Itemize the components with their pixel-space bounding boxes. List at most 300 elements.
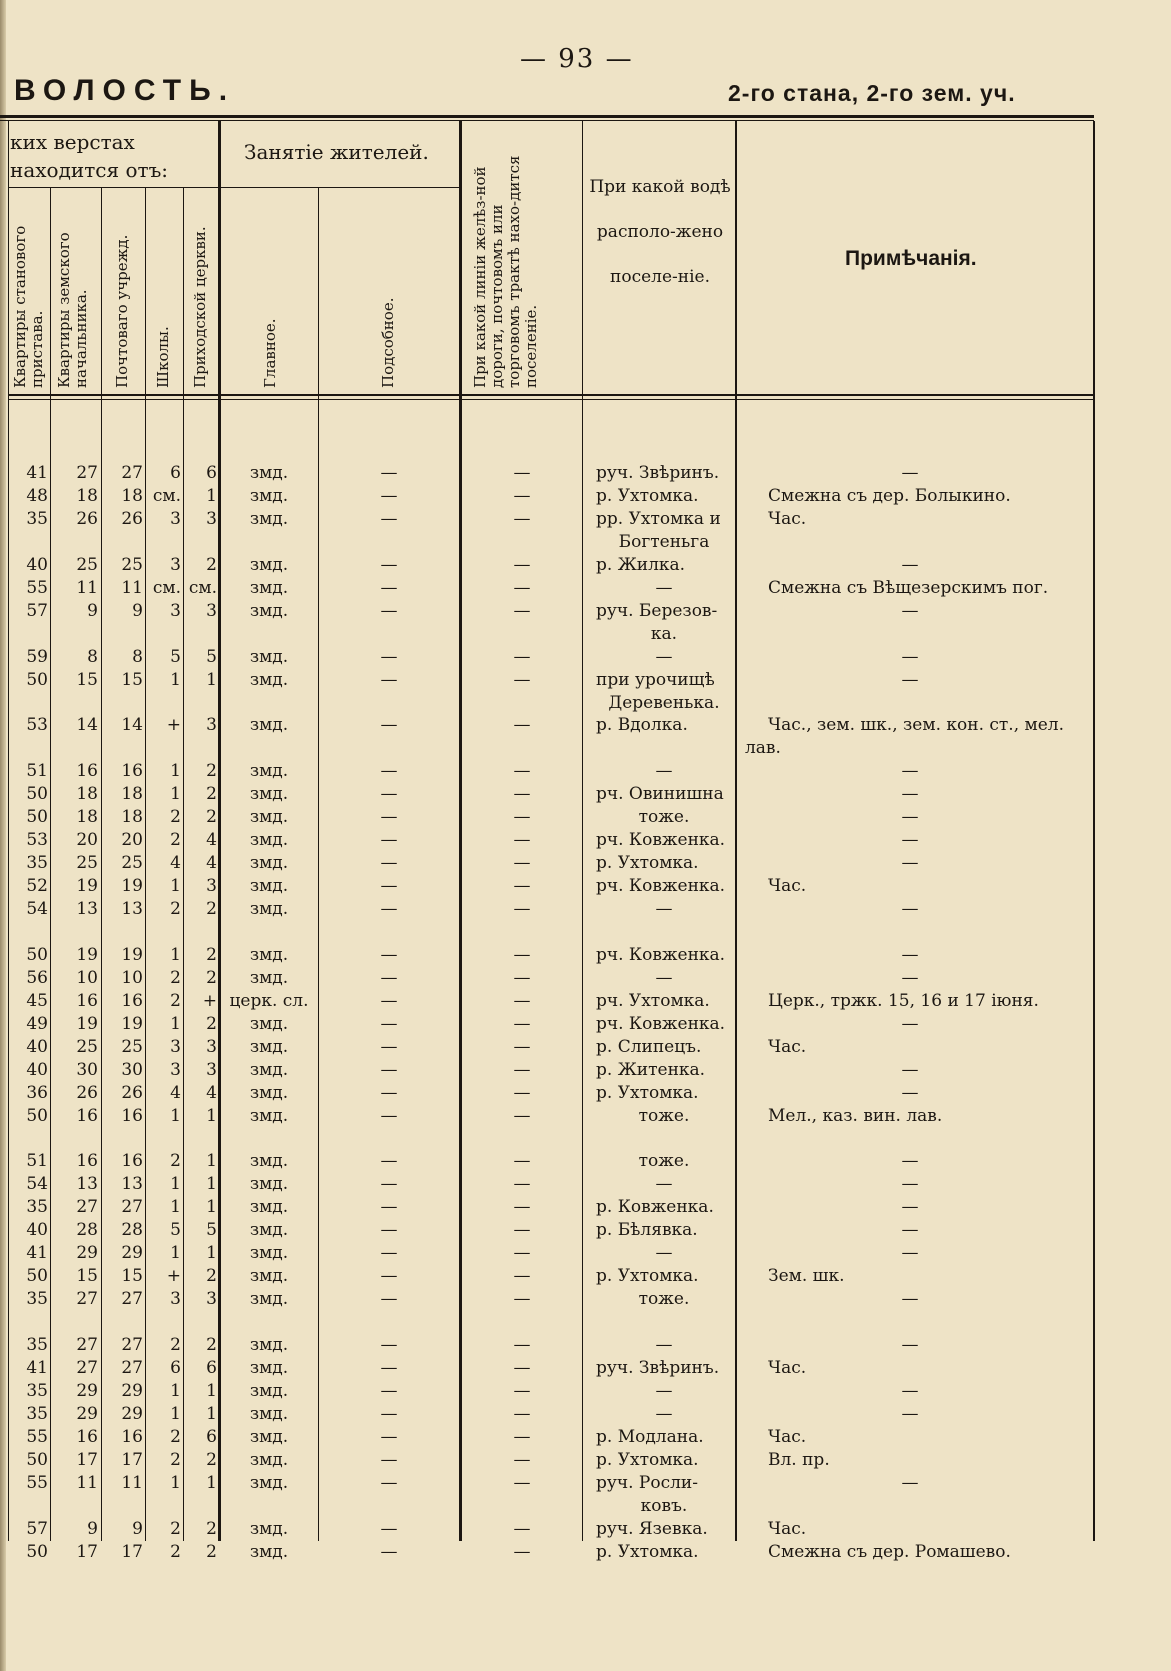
cell-g: — xyxy=(380,1266,398,1286)
cell-f: змд. xyxy=(249,1266,289,1286)
cell-water: — xyxy=(655,1335,673,1355)
cell-d: 1 xyxy=(170,1174,181,1194)
cell-f: змд. xyxy=(249,761,289,781)
cell-f: змд. xyxy=(249,1519,289,1539)
cell-a: 40 xyxy=(26,555,48,575)
cell-c: 13 xyxy=(121,899,143,919)
post-header: Почтоваго учрежд. xyxy=(113,234,131,388)
cell-note: — xyxy=(901,1083,919,1103)
cell-c: 17 xyxy=(121,1542,143,1562)
cell-g: — xyxy=(380,601,398,621)
cell-c: 9 xyxy=(132,601,143,621)
cell-note: — xyxy=(901,601,919,621)
cell-d: 4 xyxy=(170,853,181,873)
cell-a: 55 xyxy=(26,1427,48,1447)
cell-b: 20 xyxy=(76,830,98,850)
col-line xyxy=(183,188,184,1541)
cell-f: змд. xyxy=(249,578,289,598)
cell-note: Час. xyxy=(768,876,807,896)
header-bottom-rule-thin xyxy=(8,399,1094,400)
cell-d: 2 xyxy=(170,830,181,850)
cell-a: 50 xyxy=(26,784,48,804)
cell-a: 40 xyxy=(26,1037,48,1057)
cell-note: Час., зем. шк., зем. кон. ст., мел. xyxy=(768,715,1064,735)
cell-note: Час. xyxy=(768,1427,807,1447)
cell-water: рч. Ковженка. xyxy=(596,945,726,965)
cell-g: — xyxy=(380,1106,398,1126)
cell-e: 3 xyxy=(206,1060,217,1080)
cell-h: — xyxy=(513,1151,531,1171)
cell-f: змд. xyxy=(249,1381,289,1401)
cell-b: 30 xyxy=(76,1060,98,1080)
cell-note: — xyxy=(901,1060,919,1080)
cell-e: 3 xyxy=(206,715,217,735)
cell-e: 2 xyxy=(206,1266,217,1286)
cell-c: 18 xyxy=(121,807,143,827)
cell-e: 1 xyxy=(206,1151,217,1171)
cell-a: 35 xyxy=(26,1335,48,1355)
cell-g: — xyxy=(380,1358,398,1378)
cell-h: — xyxy=(513,761,531,781)
cell-a: 57 xyxy=(26,601,48,621)
cell-g: — xyxy=(380,1060,398,1080)
cell-a: 50 xyxy=(26,1450,48,1470)
cell-g: — xyxy=(380,670,398,690)
cell-h: — xyxy=(513,1083,531,1103)
cell-a: 50 xyxy=(26,1266,48,1286)
cell-b: 25 xyxy=(76,555,98,575)
cell-water: руч. Березов- xyxy=(596,601,718,621)
cell-g: — xyxy=(380,899,398,919)
cell-d: 1 xyxy=(170,1473,181,1493)
cell-g: — xyxy=(380,991,398,1011)
cell-c: 10 xyxy=(121,968,143,988)
cell-h: — xyxy=(513,1358,531,1378)
cell-h: — xyxy=(513,876,531,896)
cell-d: 1 xyxy=(170,784,181,804)
cell-note: — xyxy=(901,647,919,667)
cell-e: 2 xyxy=(206,945,217,965)
cell-d: + xyxy=(166,1266,181,1286)
cell-e: 1 xyxy=(206,670,217,690)
cell-h: — xyxy=(513,784,531,804)
cell-f: змд. xyxy=(249,1174,289,1194)
cell-f: змд. xyxy=(249,1083,289,1103)
cell-h: — xyxy=(513,715,531,735)
cell-water: р. Слипецъ. xyxy=(596,1037,702,1057)
cell-g: — xyxy=(380,463,398,483)
district-title: 2-го стана, 2-го зем. уч. xyxy=(728,80,1016,106)
cell-c: 29 xyxy=(121,1381,143,1401)
col-line xyxy=(318,188,319,1541)
cell-h: — xyxy=(513,1519,531,1539)
cell-note: — xyxy=(901,1151,919,1171)
cell-a: 50 xyxy=(26,807,48,827)
cell-d: 2 xyxy=(170,1519,181,1539)
cell-c: 19 xyxy=(121,1014,143,1034)
cell-b: 27 xyxy=(76,1197,98,1217)
cell-note: — xyxy=(901,1174,919,1194)
cell-a: 35 xyxy=(26,853,48,873)
cell-a: 48 xyxy=(26,486,48,506)
cell-h: — xyxy=(513,1174,531,1194)
cell-c: 18 xyxy=(121,486,143,506)
cell-h: — xyxy=(513,509,531,529)
cell-g: — xyxy=(380,761,398,781)
cell-note: — xyxy=(901,830,919,850)
cell-a: 41 xyxy=(26,1358,48,1378)
cell-g: — xyxy=(380,486,398,506)
main-occupation-header: Главное. xyxy=(261,318,279,388)
cell-g: — xyxy=(380,1014,398,1034)
col-line xyxy=(582,121,583,1541)
cell-c: 25 xyxy=(121,1037,143,1057)
cell-b: 9 xyxy=(87,601,98,621)
cell-a: 40 xyxy=(26,1220,48,1240)
cell-d: 6 xyxy=(170,1358,181,1378)
cell-e: 3 xyxy=(206,601,217,621)
cell-c: 16 xyxy=(121,761,143,781)
cell-a: 55 xyxy=(26,578,48,598)
cell-c: 16 xyxy=(121,1106,143,1126)
cell-d: 1 xyxy=(170,1381,181,1401)
cell-b: 13 xyxy=(76,1174,98,1194)
cell-a: 51 xyxy=(26,761,48,781)
cell-e: 4 xyxy=(206,853,217,873)
cell-e: 2 xyxy=(206,1014,217,1034)
cell-a: 36 xyxy=(26,1083,48,1103)
cell-water: — xyxy=(655,968,673,988)
cell-note: — xyxy=(901,1243,919,1263)
cell-g: — xyxy=(380,1450,398,1470)
cell-g: — xyxy=(380,578,398,598)
cell-water: руч. Звѣринъ. xyxy=(596,1358,720,1378)
cell-f: змд. xyxy=(249,670,289,690)
cell-note: Час. xyxy=(768,509,807,529)
cell-d: 5 xyxy=(170,1220,181,1240)
cell-d: 2 xyxy=(170,1542,181,1562)
cell-water: тоже. xyxy=(638,1151,690,1171)
cell-b: 17 xyxy=(76,1542,98,1562)
cell-e: 3 xyxy=(206,876,217,896)
cell-h: — xyxy=(513,1335,531,1355)
cell-water: — xyxy=(655,1404,673,1424)
cell-h: — xyxy=(513,1106,531,1126)
cell-h: — xyxy=(513,1473,531,1493)
cell-g: — xyxy=(380,555,398,575)
cell-e: 2 xyxy=(206,899,217,919)
cell-h: — xyxy=(513,1197,531,1217)
cell-f: змд. xyxy=(249,1197,289,1217)
cell-note-continued: лав. xyxy=(745,738,781,758)
cell-a: 59 xyxy=(26,647,48,667)
occupation-group-header: Занятіе жителей. xyxy=(244,140,429,164)
cell-a: 50 xyxy=(26,1106,48,1126)
cell-h: — xyxy=(513,486,531,506)
header-rule xyxy=(0,115,1094,118)
cell-a: 55 xyxy=(26,1473,48,1493)
cell-e: 2 xyxy=(206,807,217,827)
cell-a: 45 xyxy=(26,991,48,1011)
cell-d: 1 xyxy=(170,1014,181,1034)
cell-e: 1 xyxy=(206,1473,217,1493)
cell-note: — xyxy=(901,1197,919,1217)
cell-e: 3 xyxy=(206,509,217,529)
page-number: — 93 — xyxy=(520,44,634,74)
cell-a: 52 xyxy=(26,876,48,896)
cell-water: р. Модлана. xyxy=(596,1427,704,1447)
cell-a: 50 xyxy=(26,670,48,690)
zemsky-header: Квартиры земского начальника. xyxy=(55,232,90,388)
cell-g: — xyxy=(380,1335,398,1355)
cell-water: — xyxy=(655,578,673,598)
cell-water: рч. Ухтомка. xyxy=(596,991,710,1011)
cell-d: 2 xyxy=(170,807,181,827)
cell-b: 19 xyxy=(76,876,98,896)
cell-f: церк. сл. xyxy=(229,991,309,1011)
cell-b: 29 xyxy=(76,1404,98,1424)
cell-c: 17 xyxy=(121,1450,143,1470)
cell-b: 18 xyxy=(76,784,98,804)
railway-header: При какой линіи желѣз-ной дороги, почтовомъ или торговомъ трактѣ нахо-дится поселеніе. xyxy=(471,155,540,388)
cell-d: 1 xyxy=(170,761,181,781)
cell-b: 27 xyxy=(76,463,98,483)
cell-f: змд. xyxy=(249,1335,289,1355)
schools-header: Школы. xyxy=(154,326,172,388)
cell-g: — xyxy=(380,509,398,529)
cell-b: 16 xyxy=(76,991,98,1011)
cell-f: змд. xyxy=(249,1404,289,1424)
cell-f: змд. xyxy=(249,1060,289,1080)
cell-note: — xyxy=(901,968,919,988)
cell-water: р. Ухтомка. xyxy=(596,486,699,506)
cell-water: р. Вдолка. xyxy=(596,715,688,735)
cell-water: — xyxy=(655,899,673,919)
cell-c: 27 xyxy=(121,1335,143,1355)
cell-c: 27 xyxy=(121,1197,143,1217)
cell-c: 16 xyxy=(121,1151,143,1171)
cell-c: 11 xyxy=(121,1473,143,1493)
cell-e: 6 xyxy=(206,1358,217,1378)
cell-b: 28 xyxy=(76,1220,98,1240)
cell-water: руч. Росли- xyxy=(596,1473,698,1493)
cell-e: 1 xyxy=(206,486,217,506)
cell-d: 2 xyxy=(170,1450,181,1470)
col-line xyxy=(145,188,146,1541)
cell-note: Час. xyxy=(768,1519,807,1539)
cell-f: змд. xyxy=(249,1358,289,1378)
cell-b: 15 xyxy=(76,670,98,690)
cell-note: Мел., каз. вин. лав. xyxy=(768,1106,943,1126)
cell-water: — xyxy=(655,1381,673,1401)
cell-b: 16 xyxy=(76,1106,98,1126)
cell-d: 2 xyxy=(170,1335,181,1355)
stanovoy-header: Квартиры станового пристава. xyxy=(11,225,46,388)
cell-g: — xyxy=(380,1289,398,1309)
cell-water: при урочищѣ xyxy=(596,670,715,690)
cell-b: 18 xyxy=(76,807,98,827)
cell-note: Церк., тржк. 15, 16 и 17 іюня. xyxy=(768,991,1039,1011)
cell-f: змд. xyxy=(249,463,289,483)
cell-g: — xyxy=(380,1083,398,1103)
cell-b: 11 xyxy=(76,578,98,598)
cell-h: — xyxy=(513,1266,531,1286)
group-underline xyxy=(8,187,218,188)
cell-f: змд. xyxy=(249,1037,289,1057)
cell-a: 35 xyxy=(26,1289,48,1309)
cell-e: 1 xyxy=(206,1174,217,1194)
cell-e: см. xyxy=(188,578,217,598)
cell-d: 1 xyxy=(170,945,181,965)
cell-g: — xyxy=(380,876,398,896)
cell-water: р. Бѣлявка. xyxy=(596,1220,698,1240)
cell-note: — xyxy=(901,1014,919,1034)
cell-note: Час. xyxy=(768,1358,807,1378)
cell-note: — xyxy=(901,1404,919,1424)
cell-note: — xyxy=(901,807,919,827)
cell-c: 27 xyxy=(121,1358,143,1378)
cell-f: змд. xyxy=(249,1014,289,1034)
cell-g: — xyxy=(380,715,398,735)
cell-e: 2 xyxy=(206,555,217,575)
cell-f: змд. xyxy=(249,601,289,621)
cell-c: 25 xyxy=(121,555,143,575)
cell-e: 1 xyxy=(206,1106,217,1126)
cell-h: — xyxy=(513,830,531,850)
cell-f: змд. xyxy=(249,1106,289,1126)
cell-b: 27 xyxy=(76,1358,98,1378)
cell-water: р. Жилка. xyxy=(596,555,686,575)
cell-e: 4 xyxy=(206,830,217,850)
cell-h: — xyxy=(513,853,531,873)
cell-e: 2 xyxy=(206,784,217,804)
cell-b: 10 xyxy=(76,968,98,988)
cell-d: 2 xyxy=(170,899,181,919)
cell-d: 1 xyxy=(170,1197,181,1217)
cell-h: — xyxy=(513,991,531,1011)
cell-d: 1 xyxy=(170,1404,181,1424)
cell-water: — xyxy=(655,647,673,667)
cell-b: 9 xyxy=(87,1519,98,1539)
cell-water: тоже. xyxy=(638,1106,690,1126)
cell-c: 27 xyxy=(121,463,143,483)
cell-f: змд. xyxy=(249,1427,289,1447)
cell-a: 40 xyxy=(26,1060,48,1080)
cell-a: 41 xyxy=(26,1243,48,1263)
distances-group-header: ких верстах находится отъ: xyxy=(10,130,169,182)
cell-c: 30 xyxy=(121,1060,143,1080)
water-header: При какой водѣ располо-жено поселе-ніе. xyxy=(589,177,731,287)
cell-c: 26 xyxy=(121,1083,143,1103)
cell-h: — xyxy=(513,578,531,598)
cell-water: рч. Ковженка. xyxy=(596,876,726,896)
cell-c: 15 xyxy=(121,670,143,690)
cell-water: — xyxy=(655,1243,673,1263)
cell-d: 5 xyxy=(170,647,181,667)
cell-f: змд. xyxy=(249,1450,289,1470)
cell-d: 1 xyxy=(170,1243,181,1263)
cell-note: — xyxy=(901,761,919,781)
cell-c: 20 xyxy=(121,830,143,850)
cell-e: 4 xyxy=(206,1083,217,1103)
cell-a: 35 xyxy=(26,1404,48,1424)
cell-g: — xyxy=(380,1197,398,1217)
cell-d: 4 xyxy=(170,1083,181,1103)
cell-h: — xyxy=(513,1220,531,1240)
cell-b: 16 xyxy=(76,1151,98,1171)
cell-c: 15 xyxy=(121,1266,143,1286)
cell-c: 13 xyxy=(121,1174,143,1194)
cell-water: рч. Овинишна xyxy=(596,784,724,804)
cell-g: — xyxy=(380,1427,398,1447)
cell-water: р. Ухтомка. xyxy=(596,853,699,873)
cell-note: — xyxy=(901,784,919,804)
cell-note: Вл. пр. xyxy=(768,1450,830,1470)
cell-water: р. Житенка. xyxy=(596,1060,706,1080)
cell-f: змд. xyxy=(249,945,289,965)
cell-f: змд. xyxy=(249,555,289,575)
cell-note: — xyxy=(901,1335,919,1355)
cell-f: змд. xyxy=(249,853,289,873)
cell-f: змд. xyxy=(249,647,289,667)
cell-f: змд. xyxy=(249,784,289,804)
cell-a: 54 xyxy=(26,1174,48,1194)
cell-g: — xyxy=(380,1220,398,1240)
cell-b: 18 xyxy=(76,486,98,506)
cell-g: — xyxy=(380,1542,398,1562)
cell-note: Смежна съ дер. Болыкино. xyxy=(768,486,1011,506)
cell-c: 9 xyxy=(132,1519,143,1539)
cell-h: — xyxy=(513,1037,531,1057)
cell-h: — xyxy=(513,807,531,827)
cell-b: 25 xyxy=(76,1037,98,1057)
cell-note: — xyxy=(901,853,919,873)
church-header: Приходской церкви. xyxy=(191,226,209,388)
cell-b: 26 xyxy=(76,1083,98,1103)
cell-e: 2 xyxy=(206,1450,217,1470)
cell-f: змд. xyxy=(249,715,289,735)
cell-water: рр. Ухтомка и xyxy=(596,509,721,529)
header-bottom-rule xyxy=(8,394,1094,396)
cell-a: 35 xyxy=(26,509,48,529)
cell-b: 11 xyxy=(76,1473,98,1493)
cell-note: — xyxy=(901,463,919,483)
cell-b: 16 xyxy=(76,1427,98,1447)
cell-note: — xyxy=(901,899,919,919)
cell-g: — xyxy=(380,647,398,667)
cell-water: р. Ковженка. xyxy=(596,1197,714,1217)
cell-b: 16 xyxy=(76,761,98,781)
volost-title: ВОЛОСТЬ. xyxy=(14,74,236,107)
cell-water: — xyxy=(655,761,673,781)
cell-h: — xyxy=(513,1060,531,1080)
cell-g: — xyxy=(380,968,398,988)
cell-h: — xyxy=(513,463,531,483)
cell-note: Зем. шк. xyxy=(768,1266,845,1286)
cell-note: — xyxy=(901,1289,919,1309)
cell-c: 16 xyxy=(121,991,143,1011)
cell-g: — xyxy=(380,1381,398,1401)
cell-b: 25 xyxy=(76,853,98,873)
cell-d: см. xyxy=(152,578,181,598)
cell-d: 3 xyxy=(170,555,181,575)
cell-d: 1 xyxy=(170,670,181,690)
cell-b: 14 xyxy=(76,715,98,735)
cell-water-continued: Деревенька. xyxy=(608,693,720,713)
cell-f: змд. xyxy=(249,876,289,896)
cell-e: 5 xyxy=(206,1220,217,1240)
cell-g: — xyxy=(380,1404,398,1424)
